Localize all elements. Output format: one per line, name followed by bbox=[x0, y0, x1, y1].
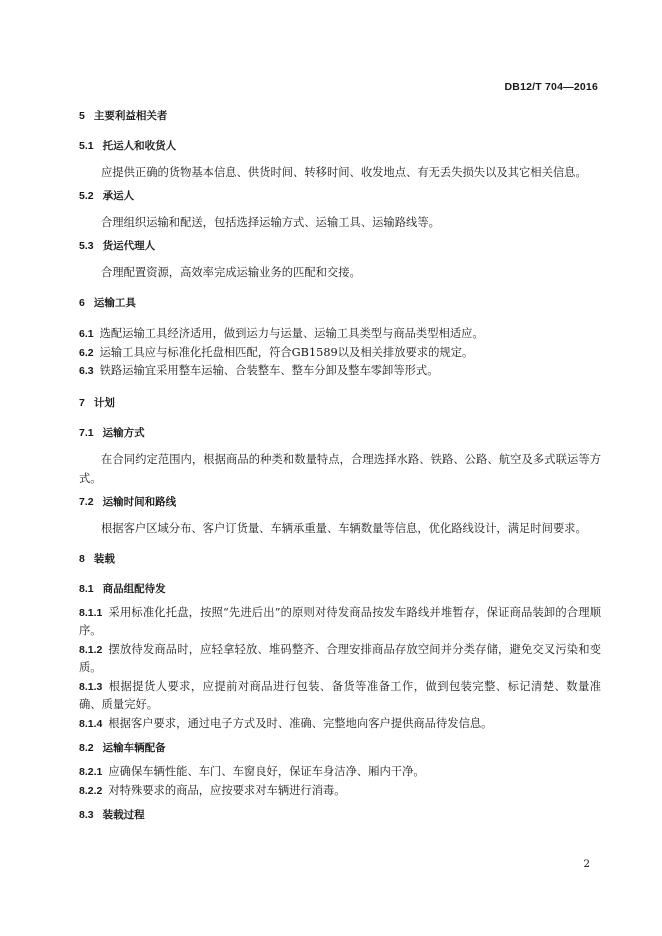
list-8-1 bbox=[79, 604, 601, 734]
heading-5-3: 5.3 货运代理人 bbox=[79, 240, 156, 252]
list-8-2 bbox=[79, 763, 601, 800]
heading-8-2: 8.2 运输车辆配备 bbox=[79, 742, 166, 754]
heading-7: 7 计划 bbox=[79, 396, 115, 409]
list-item-8-1-1: 8.1.1 采用标准化托盘，按照“先进后出”的原则对待发商品按发车路线并堆暂存，保证商品装卸的合理顺序。 bbox=[79, 605, 601, 637]
paragraph-5-3: 合理配置资源，高效率完成运输业务的匹配和交接。 bbox=[101, 266, 361, 279]
list-item-6-3: 6.3 铁路运输宜采用整车运输、合装整车、整车分卸及整车零卸等形式。 bbox=[79, 364, 439, 377]
list-item-8-1-4: 8.1.4 根据客户要求，通过电子方式及时、准确、完整地向客户提供商品待发信息。 bbox=[79, 716, 493, 730]
heading-8: 8 装载 bbox=[79, 552, 115, 565]
document-body bbox=[79, 108, 601, 823]
paragraph-5-1: 应提供正确的货物基本信息、供货时间、转移时间、收发地点、有无丢失损失以及其它相关信息。 bbox=[101, 166, 587, 179]
heading-8-1: 8.1 商品组配待发 bbox=[79, 582, 166, 595]
paragraph-7-1: 在合同约定范围内，根据商品的种类和数量特点，合理选择水路、铁路、公路、航空及多式联运等方式。 bbox=[79, 452, 601, 485]
heading-5: 5 主要利益相关者 bbox=[79, 110, 168, 122]
heading-8-3: 8.3 装载过程 bbox=[79, 809, 145, 821]
heading-5-1: 5.1 托运人和收货人 bbox=[79, 140, 177, 152]
heading-5-2: 5.2 承运人 bbox=[79, 190, 135, 202]
list-item-8-1-2: 8.1.2 摆放待发商品时，应轻拿轻放、堆码整齐、合理安排商品存放空间并分类存储，避免交叉污染和变质。 bbox=[79, 642, 601, 674]
paragraph-5-2: 合理组织运输和配送，包括选择运输方式、运输工具、运输路线等。 bbox=[101, 216, 440, 229]
heading-7-2: 7.2 运输时间和路线 bbox=[79, 495, 177, 508]
list-item-6-2: 6.2 运输工具应与标准化托盘相匹配，符合GB1589以及相关排放要求的规定。 bbox=[79, 345, 474, 359]
heading-7-1: 7.1 运输方式 bbox=[79, 426, 145, 439]
list-6 bbox=[79, 325, 601, 381]
list-item-8-2-1: 8.2.1 应确保车辆性能、车门、车窗良好，保证车身洁净、厢内干净。 bbox=[79, 765, 425, 778]
list-item-8-2-2: 8.2.2 对特殊要求的商品，应按要求对车辆进行消毒。 bbox=[79, 783, 346, 797]
list-item-8-1-3: 8.1.3 根据提货人要求，应提前对商品进行包装、备货等准备工作，做到包装完整、标记清楚、数量准确、质量完好。 bbox=[79, 679, 601, 711]
paragraph-7-2: 根据客户区域分布、客户订货量、车辆承重量、车辆数量等信息，优化路线设计，满足时间要求。 bbox=[101, 521, 587, 535]
heading-6: 6 运输工具 bbox=[79, 297, 136, 309]
standard-code: DB12/T 704—2016 bbox=[504, 81, 598, 93]
page-number: 2 bbox=[583, 858, 590, 870]
list-item-6-1: 6.1 选配运输工具经济适用，做到运力与运量、运输工具类型与商品类型相适应。 bbox=[79, 327, 484, 340]
